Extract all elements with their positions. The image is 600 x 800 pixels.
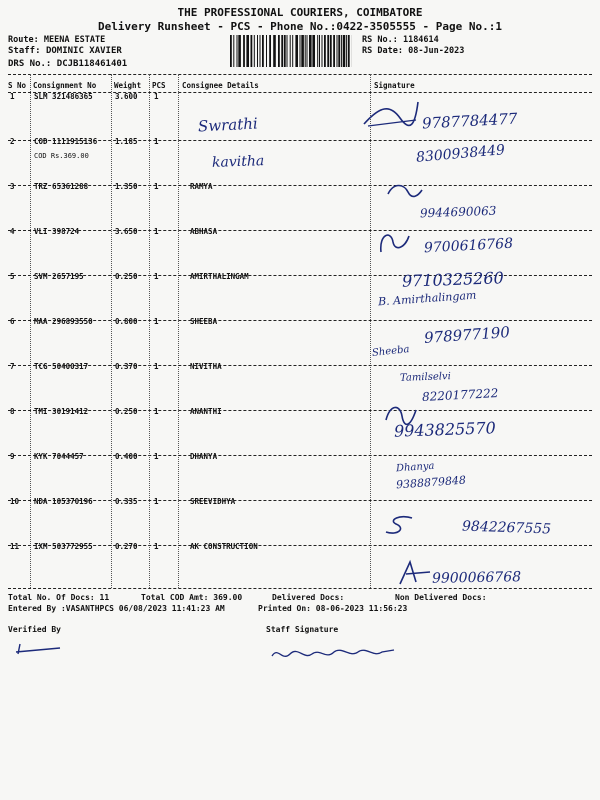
row-consignee: AK CONSTRUCTION	[190, 542, 258, 551]
col-header-consignment: Consignment No	[33, 81, 97, 90]
barcode-bar	[333, 35, 335, 67]
row-pcs: 1	[154, 317, 159, 326]
barcode-bar	[292, 35, 293, 67]
barcode-bar	[337, 35, 338, 67]
entered-by: Entered By :VASANTHPCS 06/08/2023 11:41:23 AM	[8, 604, 225, 613]
rs-date-label: RS Date:	[362, 46, 403, 56]
row-pcs: 1	[154, 272, 159, 281]
row-weight: 0.400	[115, 452, 138, 461]
staff-label: Staff:	[8, 46, 41, 56]
barcode-bar	[317, 35, 318, 67]
row-weight: 3.650	[115, 227, 138, 236]
col-divider	[30, 74, 31, 588]
row-separator	[8, 185, 592, 186]
barcode-bar	[284, 35, 286, 67]
barcode-bar	[324, 35, 326, 67]
handwritten-phone: 9943825570	[393, 418, 497, 441]
handwritten-signature	[360, 96, 420, 136]
barcode-bar	[309, 35, 312, 67]
handwritten-phone: 9710325260	[401, 268, 505, 291]
barcode-bar	[290, 35, 291, 67]
col-header-pcs: PCS	[152, 81, 166, 90]
rs-date-line	[362, 46, 464, 56]
table-header-rule	[8, 92, 592, 93]
route-value: MEENA ESTATE	[43, 35, 106, 45]
row-weight: 1.350	[115, 182, 138, 191]
barcode-bar	[269, 35, 271, 67]
row-sno: 11	[10, 542, 20, 551]
rs-no-value: 1184614	[402, 35, 439, 45]
total-cod	[141, 593, 242, 602]
col-header-weight: Weight	[114, 81, 142, 90]
barcode-bar	[251, 35, 253, 67]
barcode-bar	[295, 35, 298, 67]
col-header-sno: S No	[8, 81, 27, 90]
row-consignment-no: VLI 398724	[34, 227, 80, 236]
handwritten-phone: 9388879848	[395, 473, 467, 492]
handwritten-signature	[384, 180, 424, 200]
row-sno: 7	[10, 362, 15, 371]
row-sno: 2	[10, 137, 15, 146]
handwritten-name: kavitha	[211, 153, 265, 171]
barcode-bar	[330, 35, 332, 67]
drs-value: DCJB118461401	[56, 59, 128, 69]
document-title: THE PROFESSIONAL COURIERS, COIMBATORE	[177, 6, 423, 19]
row-sno: 10	[10, 497, 20, 506]
row-separator	[8, 545, 592, 546]
barcode-bar	[237, 35, 238, 67]
row-consignee: ABHASA	[190, 227, 218, 236]
barcode-bar	[319, 35, 320, 67]
row-weight: 0.250	[115, 272, 138, 281]
row-pcs: 1	[154, 542, 159, 551]
row-separator	[8, 410, 592, 411]
row-pcs: 1	[154, 182, 159, 191]
handwritten-signature	[380, 400, 420, 430]
row-pcs: 1	[154, 452, 159, 461]
total-cod-label: Total COD Amt:	[141, 593, 209, 602]
barcode-bar	[305, 35, 306, 67]
row-weight: 0.800	[115, 317, 138, 326]
row-separator	[8, 365, 592, 366]
barcode-bar	[307, 35, 308, 67]
barcode-bar	[260, 35, 261, 67]
handwritten-phone: 8220177222	[421, 386, 499, 404]
barcode-bar	[301, 35, 304, 67]
barcode	[230, 35, 352, 67]
row-weight: 1.185	[115, 137, 138, 146]
route-label: Route:	[8, 35, 39, 45]
row-sno: 1	[10, 92, 15, 101]
total-docs-label: Total No. Of Docs:	[8, 593, 95, 602]
handwritten-signature	[382, 512, 418, 538]
route-line	[8, 35, 105, 45]
staff-value: DOMINIC XAVIER	[45, 46, 122, 56]
drs-label: DRS No.:	[8, 59, 52, 69]
row-separator	[8, 320, 592, 321]
staff-handwritten-signature	[268, 642, 398, 666]
row-consignment-no: NDA 105370196	[34, 497, 93, 506]
barcode-bar	[343, 35, 346, 67]
barcode-bar	[327, 35, 329, 67]
barcode-bar	[322, 35, 323, 67]
row-consignee: ANANTHI	[190, 407, 222, 416]
barcode-bar	[243, 35, 245, 67]
barcode-bar	[266, 35, 267, 67]
barcode-bar	[262, 35, 264, 67]
barcode-bar	[257, 35, 258, 67]
col-divider	[111, 74, 112, 588]
barcode-bar	[287, 35, 288, 67]
row-consignment-no: COD 1111915136	[34, 137, 98, 146]
handwritten-name: Tamilselvi	[399, 371, 452, 384]
row-weight: 0.370	[115, 362, 138, 371]
barcode-bar	[341, 35, 342, 67]
row-pcs: 1	[154, 362, 159, 371]
col-header-signature: Signature	[374, 81, 415, 90]
row-separator	[8, 500, 592, 501]
row-consignee: AMIRTHALINGAM	[190, 272, 249, 281]
handwritten-phone: 9944690063	[419, 203, 497, 221]
barcode-bar	[348, 35, 350, 67]
row-consignment-no: KYK 7044457	[34, 452, 84, 461]
row-pcs: 1	[154, 227, 159, 236]
row-consignee: SREEVIDHYA	[190, 497, 236, 506]
handwritten-signature	[375, 228, 415, 258]
barcode-bar	[254, 35, 255, 67]
row-separator	[8, 230, 592, 231]
row-consignment-no: IXM 503772955	[34, 542, 93, 551]
barcode-bar	[346, 35, 347, 67]
handwritten-phone: 978977190	[423, 323, 511, 347]
barcode-bar	[233, 35, 234, 67]
total-cod-value: 369.00	[213, 593, 243, 602]
row-consignee: RAMYA	[190, 182, 213, 191]
row-consignment-no: SLM 321486365	[34, 92, 93, 101]
row-consignment-no: TRZ 65361288	[34, 182, 89, 191]
row-sno: 8	[10, 407, 15, 416]
table-bottom-rule	[8, 588, 592, 589]
drs-line	[8, 59, 127, 69]
document-subtitle: Delivery Runsheet - PCS - Phone No.:0422-3505555 - Page No.:1	[98, 20, 502, 33]
barcode-bar	[238, 35, 241, 67]
row-consignment-no: SVM 2657195	[34, 272, 84, 281]
rs-no-line	[362, 35, 439, 45]
row-consignment-no: MAA 296893550	[34, 317, 93, 326]
handwritten-name: Sheeba	[371, 344, 410, 359]
handwritten-name: Swrathi	[197, 114, 259, 136]
non-delivered-docs-label: Non Delivered Docs:	[395, 593, 487, 602]
row-consignee: DHANYA	[190, 452, 218, 461]
handwritten-name: B. Amirthalingam	[377, 288, 477, 309]
barcode-bar	[278, 35, 280, 67]
table-top-rule	[8, 74, 592, 75]
row-weight: 0.335	[115, 497, 138, 506]
rs-date-value: 08-Jun-2023	[408, 46, 465, 56]
handwritten-name: Dhanya	[395, 460, 435, 475]
total-docs-value: 11	[99, 593, 110, 602]
row-pcs: 1	[154, 137, 159, 146]
row-consignee: SHEEBA	[190, 317, 218, 326]
barcode-bar	[300, 35, 301, 67]
handwritten-phone: 9700616768	[423, 235, 514, 257]
barcode-bar	[273, 35, 276, 67]
handwritten-phone: 9787784477	[421, 109, 518, 133]
row-weight: 0.250	[115, 407, 138, 416]
delivered-docs-label: Delivered Docs:	[272, 593, 345, 602]
total-docs	[8, 593, 109, 602]
row-consignment-no: TMI 30191412	[34, 407, 89, 416]
row-consignment-no: TCG 50400317	[34, 362, 89, 371]
barcode-bar	[281, 35, 283, 67]
row-sno: 5	[10, 272, 15, 281]
col-divider	[370, 74, 371, 588]
row-consignee: NIVITHA	[190, 362, 222, 371]
staff-signature-label: Staff Signature	[266, 625, 339, 634]
row-sno: 4	[10, 227, 15, 236]
row-pcs: 1	[154, 497, 159, 506]
barcode-bar	[246, 35, 249, 67]
row-pcs: 1	[154, 92, 159, 101]
handwritten-signature	[396, 558, 436, 588]
row-cod-note: COD Rs.369.00	[34, 152, 89, 160]
col-divider	[178, 74, 179, 588]
row-pcs: 1	[154, 407, 159, 416]
col-header-consignee: Consignee Details	[182, 81, 259, 90]
row-separator	[8, 275, 592, 276]
row-separator	[8, 455, 592, 456]
row-weight: 0.270	[115, 542, 138, 551]
verified-by-label: Verified By	[8, 625, 61, 634]
staff-line	[8, 46, 122, 56]
row-sno: 6	[10, 317, 15, 326]
row-sno: 3	[10, 182, 15, 191]
handwritten-phone: 9842267555	[461, 518, 552, 538]
col-divider	[149, 74, 150, 588]
row-sno: 9	[10, 452, 15, 461]
verifier-signature	[14, 640, 64, 658]
barcode-bar	[230, 35, 232, 67]
handwritten-phone: 8300938449	[415, 142, 506, 166]
handwritten-phone: 9900066768	[431, 569, 522, 587]
barcode-bar	[338, 35, 340, 67]
row-weight: 3.600	[115, 92, 138, 101]
printed-on: Printed On: 08-06-2023 11:56:23	[258, 604, 408, 613]
barcode-bar	[312, 35, 315, 67]
rs-no-label: RS No.:	[362, 35, 398, 45]
